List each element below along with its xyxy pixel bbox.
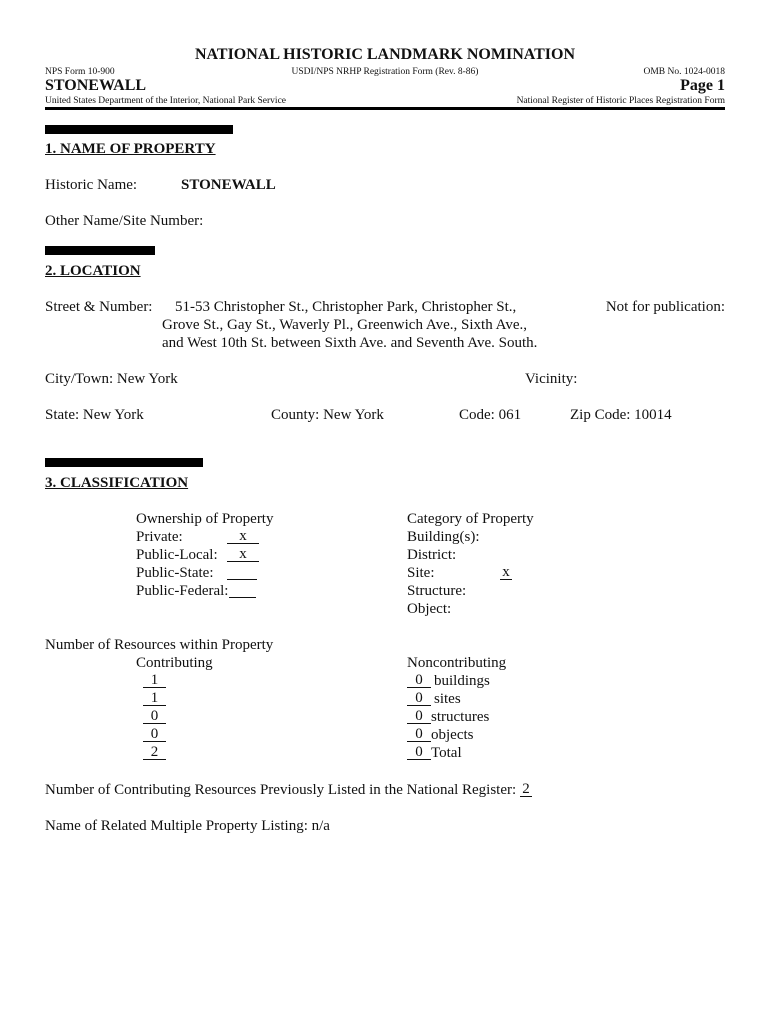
not-for-publication: Not for publication:: [605, 299, 725, 315]
page-number: Page 1: [680, 77, 725, 94]
county-code: Code: 061: [459, 407, 522, 423]
category-title: Category of Property: [407, 511, 534, 527]
header-rule: [45, 107, 725, 110]
contributing-sites: 1: [143, 690, 166, 706]
historic-name-value: STONEWALL: [181, 177, 276, 193]
vicinity: Vicinity:: [525, 371, 578, 387]
category-structure-label: Structure:: [407, 583, 467, 599]
resources-title: Number of Resources within Property: [45, 637, 274, 653]
register-form-name: National Register of Historic Places Registration Form: [516, 96, 725, 106]
street-line-3: and West 10th St. between Sixth Ave. and Seventh Ave. South.: [162, 335, 538, 351]
zip-code: Zip Code: 10014: [570, 407, 672, 423]
noncontributing-total-label: Total: [431, 745, 462, 761]
ownership-public-state-label: Public-State:: [136, 565, 214, 581]
related-multiple-property-listing: Name of Related Multiple Property Listing: n/a: [45, 818, 330, 834]
state: State: New York: [45, 407, 144, 423]
previously-listed-label: Number of Contributing Resources Previously Listed in the National Register:: [45, 782, 517, 798]
ownership-private-label: Private:: [136, 529, 183, 545]
ownership-public-federal-label: Public-Federal:: [136, 583, 229, 599]
ownership-public-local-label: Public-Local:: [136, 547, 218, 563]
contributing-structures: 0: [143, 708, 166, 724]
city-town: City/Town: New York: [45, 371, 178, 387]
ownership-private-value: x: [227, 528, 259, 544]
noncontributing-sites-label: sites: [434, 691, 461, 707]
section-heading-location: 2. LOCATION: [45, 263, 141, 279]
previously-listed-value: 2: [520, 781, 532, 797]
category-site-label: Site:: [407, 565, 435, 581]
ownership-public-federal-value: [229, 582, 256, 598]
form-description: USDI/NPS NRHP Registration Form (Rev. 8-86): [291, 67, 479, 77]
section-bar: [45, 125, 233, 134]
department-name: United States Department of the Interior, National Park Service: [45, 96, 287, 106]
street-label: Street & Number:: [45, 299, 153, 315]
contributing-objects: 0: [143, 726, 166, 742]
noncontributing-sites-value: 0: [407, 690, 431, 706]
section-bar: [45, 246, 155, 255]
noncontributing-total-value: 0: [407, 744, 431, 760]
noncontributing-structures-value: 0: [407, 708, 431, 724]
section-bar: [45, 458, 203, 467]
section-heading-classification: 3. CLASSIFICATION: [45, 475, 189, 491]
street-line-1: 51-53 Christopher St., Christopher Park, Christopher St.,: [175, 299, 517, 315]
contributing-total: 2: [143, 744, 166, 760]
ownership-public-local-value: x: [227, 546, 259, 562]
omb-number: OMB No. 1024-0018: [643, 67, 725, 77]
form-number: NPS Form 10-900: [45, 67, 115, 77]
noncontributing-objects-label: objects: [431, 727, 474, 743]
document-title: NATIONAL HISTORIC LANDMARK NOMINATION: [194, 46, 576, 63]
noncontributing-buildings-label: buildings: [434, 673, 490, 689]
category-building-label: Building(s):: [407, 529, 480, 545]
noncontributing-buildings-value: 0: [407, 672, 431, 688]
ownership-title: Ownership of Property: [136, 511, 274, 527]
noncontributing-title: Noncontributing: [407, 655, 507, 671]
noncontributing-structures-label: structures: [431, 709, 490, 725]
historic-name-label: Historic Name:: [45, 177, 138, 193]
property-name-header: STONEWALL: [45, 77, 147, 94]
category-site-value: x: [500, 564, 512, 580]
contributing-title: Contributing: [136, 655, 213, 671]
street-line-2: Grove St., Gay St., Waverly Pl., Greenwich Ave., Sixth Ave.,: [162, 317, 527, 333]
category-object-label: Object:: [407, 601, 452, 617]
section-heading-name: 1. NAME OF PROPERTY: [45, 141, 216, 157]
ownership-public-state-value: [227, 564, 257, 580]
noncontributing-objects-value: 0: [407, 726, 431, 742]
other-name-label: Other Name/Site Number:: [45, 213, 204, 229]
category-district-label: District:: [407, 547, 457, 563]
county: County: New York: [271, 407, 384, 423]
contributing-buildings: 1: [143, 672, 166, 688]
